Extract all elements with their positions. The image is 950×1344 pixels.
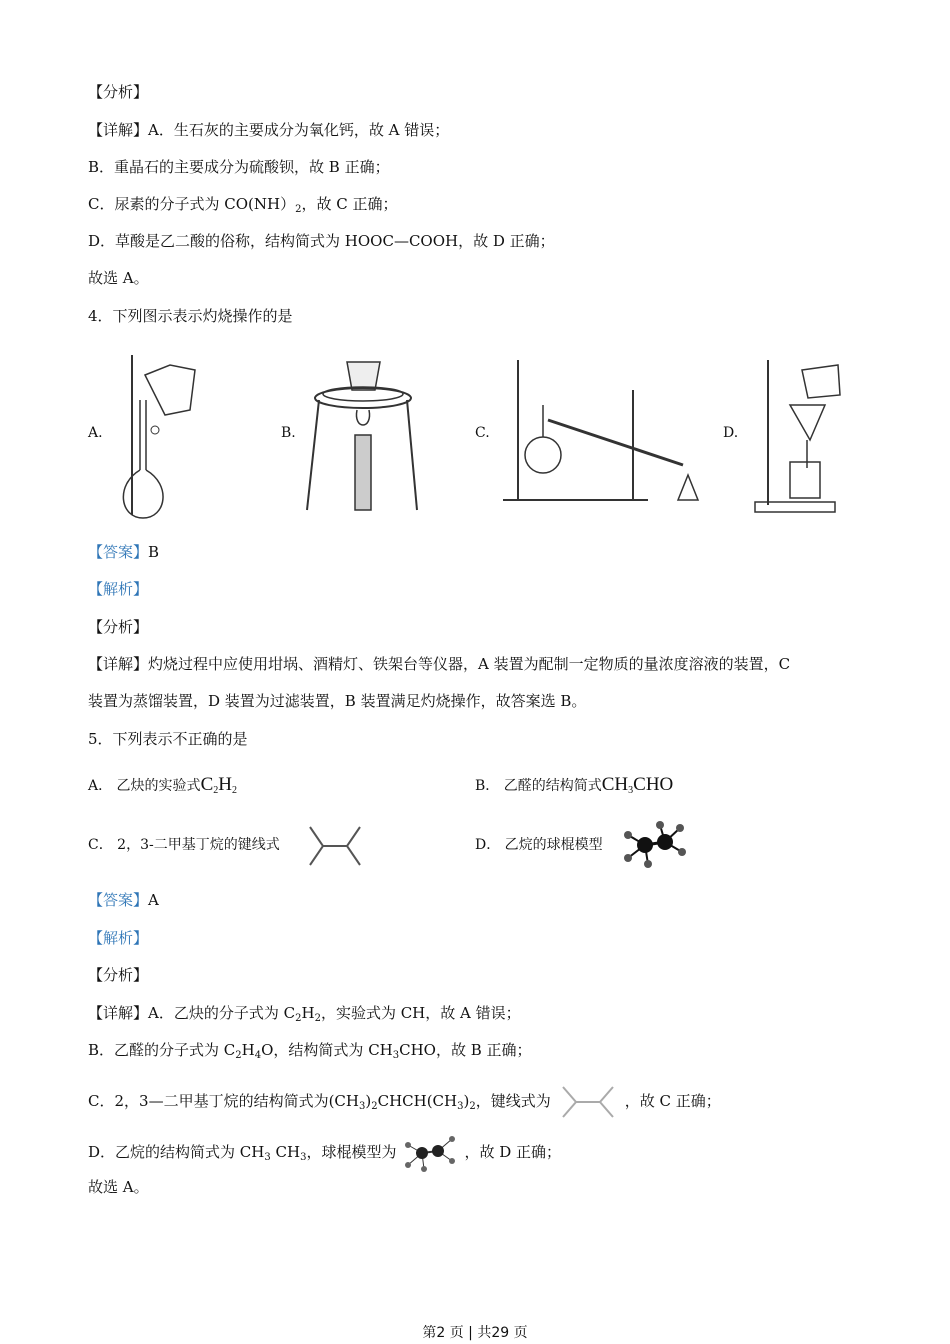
volumetric-flask-figure [110, 350, 205, 520]
skeletal-formula-figure [305, 822, 365, 870]
q5-detail-d: D．乙烷的结构简式为 $CH_3$ $CH_3$，球棍模型为 ，故 D 正确； [88, 1133, 561, 1173]
option-b-label: B. [281, 425, 296, 441]
q5-option-d: D． 乙烷的球棍模型 [475, 837, 603, 853]
q4-answer: 【答案】B [88, 543, 160, 561]
detail-c: C．尿素的分子式为 $CO(NH)_2$，故 C 正确； [88, 195, 398, 215]
ball-stick-model-figure [620, 820, 688, 870]
q4-explain-heading: 【解析】 [88, 580, 149, 598]
detail-b: B．重晶石的主要成分为硫酸钡，故 B 正确； [88, 158, 390, 176]
analysis-heading: 【分析】 [88, 83, 149, 101]
q5-conclusion: 故选 A。 [88, 1178, 149, 1196]
q5-analysis-heading: 【分析】 [88, 966, 149, 984]
crucible-burning-figure [305, 350, 420, 515]
question-4: 4．下列图示表示灼烧操作的是 [88, 307, 293, 325]
q4-detail-line-1: 【详解】灼烧过程中应使用坩埚、酒精灯、铁架台等仪器，A 装置为配制一定物质的量浓度溶液的装置，C [88, 655, 791, 673]
option-a-label: A. [88, 425, 103, 441]
skeletal-formula-small-icon [557, 1084, 619, 1120]
q5-answer: 【答案】A [88, 891, 159, 909]
q4-detail-line-2: 装置为蒸馏装置，D 装置为过滤装置，B 装置满足灼烧操作，故答案选 B。 [88, 692, 587, 710]
question-5: 5．下列表示不正确的是 [88, 730, 248, 748]
q5-explain-heading: 【解析】 [88, 929, 149, 947]
q5-option-c: C． 2，3-二甲基丁烷的键线式 [88, 837, 280, 853]
detail-a: 【详解】A．生石灰的主要成分为氧化钙，故 A 错误； [88, 121, 450, 139]
q5-detail-a: 【详解】A．乙炔的分子式为 $C_2H_2$，实验式为 CH，故 A 错误； [88, 1004, 521, 1024]
distillation-figure [498, 360, 713, 505]
ball-stick-small-icon [402, 1133, 458, 1173]
conclusion: 故选 A。 [88, 269, 149, 287]
q5-option-a: A． 乙炔的实验式$C_2H_2$ [88, 774, 237, 796]
q5-detail-b: B．乙醛的分子式为 $C_2H_4O$，结构简式为 $CH_3CHO$，故 B 正确； [88, 1041, 532, 1061]
page-footer: 第2 页 | 共29 页 [422, 1325, 528, 1341]
detail-d: D．草酸是乙二酸的俗称，结构简式为 HOOC—COOH，故 D 正确； [88, 232, 555, 250]
q4-analysis-heading: 【分析】 [88, 618, 149, 636]
option-d-label: D. [723, 425, 739, 441]
q5-detail-c: C．2，3—二甲基丁烷的结构简式为$(CH_3)_2CHCH(CH_3)_2$，键线式为 ，故 C 正确； [88, 1084, 721, 1120]
option-c-label: C. [475, 425, 490, 441]
filtration-figure [750, 350, 845, 520]
q5-option-b: B． 乙醛的结构简式$CH_3CHO$ [475, 774, 674, 796]
